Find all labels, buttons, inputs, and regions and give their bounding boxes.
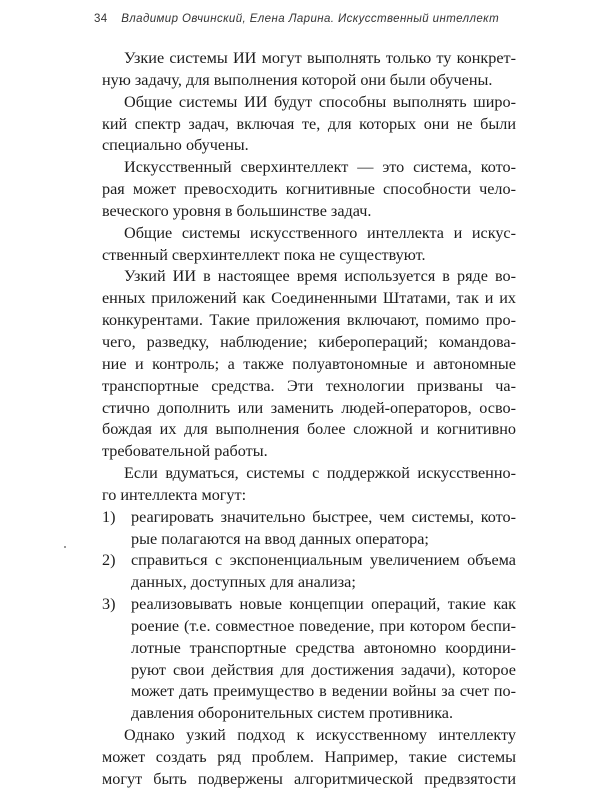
paragraph-line: рая может превосходить когнитивные способности чело- xyxy=(102,180,516,199)
list-item-line: данных, доступных для анализа; xyxy=(131,573,356,592)
paragraph-line: чего, разведку, наблюдение; киберопераций; командова- xyxy=(102,332,516,351)
list-item-number: 1) xyxy=(102,507,116,526)
paragraph-line: конкурентами. Такие приложения включают, помимо про- xyxy=(102,311,516,330)
paragraph-line: специально обучены. xyxy=(102,136,249,155)
paragraph-line: Искусственный сверхинтеллект — это система, кото- xyxy=(124,158,516,177)
list-item-text: справиться с экспоненциальным увеличением объема xyxy=(131,551,516,570)
paragraph-line: требовательной работы. xyxy=(102,442,268,461)
paragraph-line: веческого уровня в большинстве задач. xyxy=(102,201,372,220)
list-item-text: реагировать значительно быстрее, чем системы, кото- xyxy=(131,507,516,526)
list-item-line xyxy=(102,507,516,529)
list-item-line: может дать преимущество в ведении войны за счет по- xyxy=(131,682,516,701)
list-item-line: руют свои действия для достижения задачи), которое xyxy=(131,660,516,679)
paragraph-line: стично дополнить или заменить людей-операторов, осво- xyxy=(102,398,516,417)
paragraph-line: могут быть подвержены алгоритмической предвзятости xyxy=(102,769,516,788)
paragraph-line: енных приложений как Соединенными Штатами, так и их xyxy=(102,289,516,308)
list-item-line xyxy=(102,550,516,572)
paragraph-line: Общие системы ИИ будут способны выполнять широ- xyxy=(124,92,516,111)
page-number: 34 xyxy=(94,13,108,25)
list-item-line: роение (т.е. совместное поведение, при котором беспи- xyxy=(131,616,516,635)
running-head: Владимир Овчинский, Елена Ларина. Искусственный интеллект xyxy=(121,13,500,25)
paragraph-line: го интеллекта могут: xyxy=(102,485,247,504)
list-item-line: лотные транспортные средства автономно координи- xyxy=(131,638,516,657)
paragraph-line: Узкие системы ИИ могут выполнять только ту конкрет- xyxy=(124,49,516,67)
list-item-text: реализовывать новые концепции операций, такие как xyxy=(131,595,516,614)
paragraph-line: может создать ряд проблем. Например, такие системы xyxy=(102,748,516,766)
paragraph-line: ную задачу, для выполнения которой они были обучены. xyxy=(102,70,493,89)
list-item-line: давления оборонительных систем противника. xyxy=(131,704,454,723)
paragraph-line: транспортные средства. Эти технологии призваны ча- xyxy=(102,376,516,395)
paragraph-line: кий спектр задач, включая те, для которых они не были xyxy=(102,114,516,133)
page-header xyxy=(94,13,499,25)
paragraph-line: ние и контроль; а также полуавтономные и автономные xyxy=(102,354,516,373)
margin-speck xyxy=(64,546,66,548)
list-item-number: 2) xyxy=(102,551,116,570)
paragraph-line: Общие системы искусственного интеллекта и искус- xyxy=(124,223,516,242)
page-body xyxy=(102,48,516,791)
paragraph-line: Узкий ИИ в настоящее время используется в ряде во- xyxy=(124,267,516,286)
list-item-line: рые полагаются на ввод данных оператора; xyxy=(131,529,429,548)
list-item-line xyxy=(102,594,516,616)
paragraph-line: Однако узкий подход к искусственному интеллекту xyxy=(124,726,516,745)
paragraph-line: ственный сверхинтеллект пока не существуют. xyxy=(102,245,426,264)
list-item-number: 3) xyxy=(102,595,116,614)
paragraph-line: бождая их для выполнения более сложной и когнитивно xyxy=(102,420,516,439)
paragraph-line: Если вдуматься, системы с поддержкой искусственно- xyxy=(124,464,516,483)
